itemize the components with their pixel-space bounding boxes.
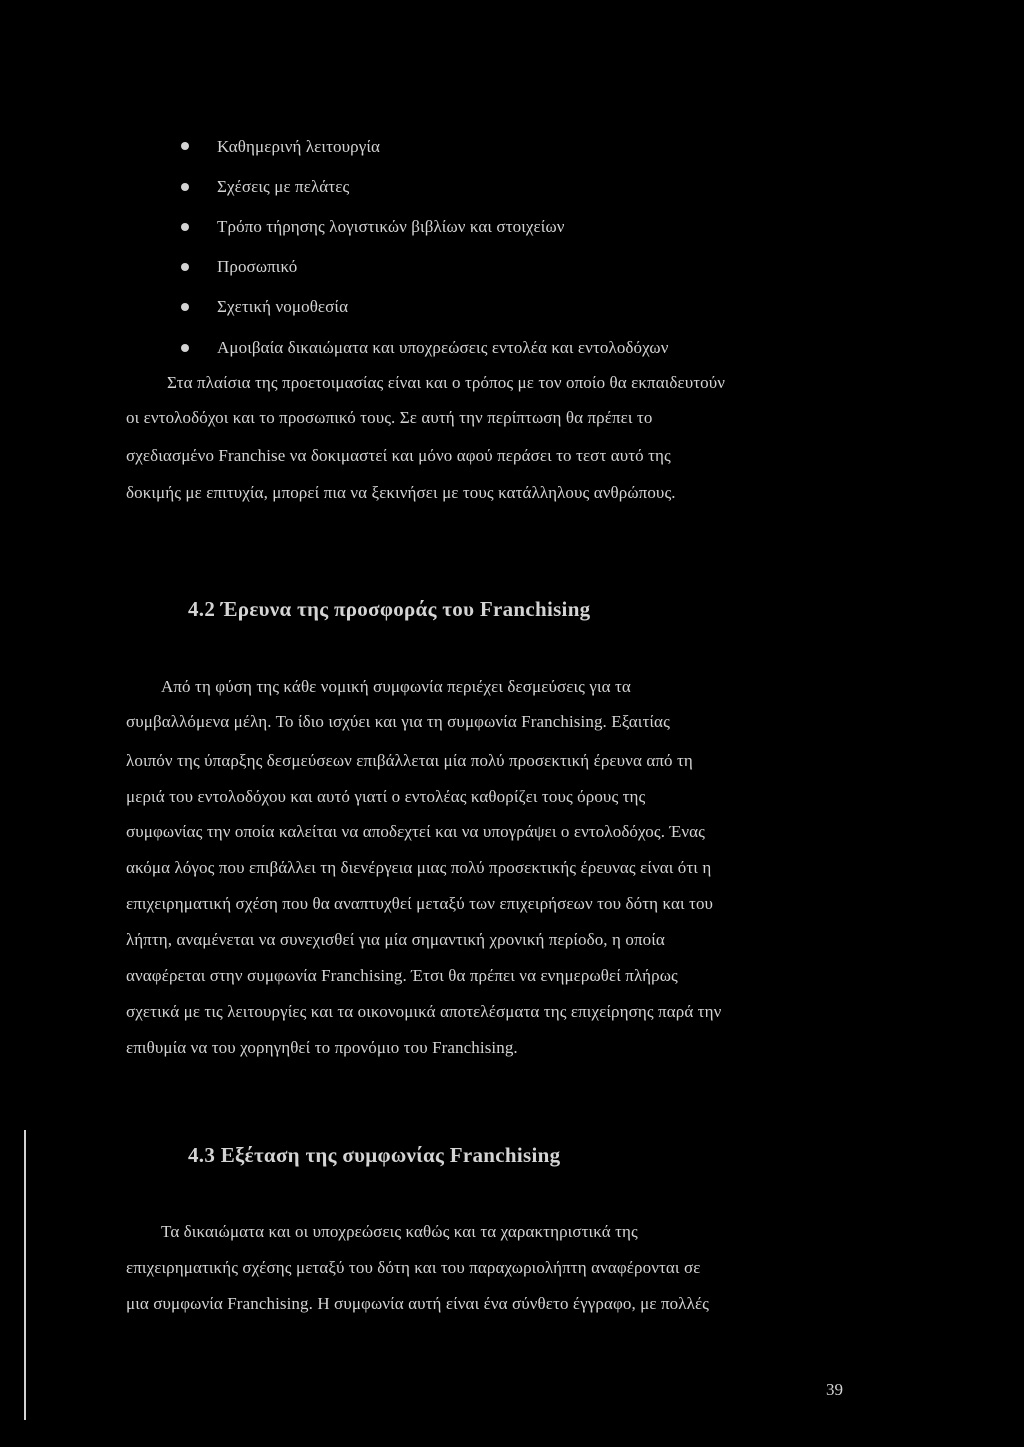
section-heading-4-2: 4.2 Έρευνα της προσφοράς του Franchising <box>188 597 591 621</box>
paragraph-line: επιθυμία να του χορηγηθεί το προνόμιο του Franchising. <box>126 1038 518 1057</box>
paragraph-line: μεριά του εντολοδόχου και αυτό γιατί ο εντολέας καθορίζει τους όρους της <box>126 787 646 806</box>
paragraph-line: συμβαλλόμενα μέλη. Το ίδιο ισχύει και για τη συμφωνία Franchising. Εξαιτίας <box>126 712 670 731</box>
paragraph-line: επιχειρηματική σχέση που θα αναπτυχθεί μεταξύ των επιχειρήσεων του δότη και του <box>126 894 714 913</box>
section-heading-4-3: 4.3 Εξέταση της συμφωνίας Franchising <box>188 1143 561 1167</box>
bullet-item: Προσωπικό <box>217 257 298 276</box>
paragraph-line: λοιπόν της ύπαρξης δεσμεύσεων επιβάλλεται μία πολύ προσεκτική έρευνα από τη <box>126 751 693 770</box>
bullet-icon <box>181 263 189 271</box>
bullet-icon <box>181 344 189 352</box>
margin-rule <box>24 1130 26 1420</box>
bullet-icon <box>181 183 189 191</box>
paragraph-line: αναφέρεται στην συμφωνία Franchising. Έτσι θα πρέπει να ενημερωθεί πλήρως <box>126 966 678 985</box>
paragraph-line: επιχειρηματικής σχέσης μεταξύ του δότη και του παραχωριολήπτη αναφέρονται σε <box>126 1258 701 1277</box>
bullet-icon <box>181 223 189 231</box>
bullet-icon <box>181 303 189 311</box>
paragraph-line: Τα δικαιώματα και οι υποχρεώσεις καθώς και τα χαρακτηριστικά της <box>161 1222 638 1241</box>
bullet-item: Καθημερινή λειτουργία <box>217 137 381 156</box>
paragraph-line: μια συμφωνία Franchising. Η συμφωνία αυτή είναι ένα σύνθετο έγγραφο, με πολλές <box>126 1294 710 1313</box>
paragraph-line: οι εντολοδόχοι και το προσωπικό τους. Σε αυτή την περίπτωση θα πρέπει το <box>126 408 653 427</box>
paragraph-line: δοκιμής με επιτυχία, μπορεί πια να ξεκινήσει με τους κατάλληλους ανθρώπους. <box>126 483 676 502</box>
page-number: 39 <box>826 1380 843 1399</box>
bullet-item: Σχέσεις με πελάτες <box>217 177 350 196</box>
paragraph-line: σχεδιασμένο Franchise να δοκιμαστεί και μόνο αφού περάσει το τεστ αυτό της <box>126 446 671 465</box>
bullet-item: Αμοιβαία δικαιώματα και υποχρεώσεις εντολέα και εντολοδόχων <box>217 338 669 357</box>
paragraph-line: ακόμα λόγος που επιβάλλει τη διενέργεια μιας πολύ προσεκτικής έρευνας είναι ότι η <box>126 858 712 877</box>
paragraph-line: σχετικά με τις λειτουργίες και τα οικονομικά αποτελέσματα της επιχείρησης παρά την <box>126 1002 722 1021</box>
paragraph-line: συμφωνίας την οποία καλείται να αποδεχτεί και να υπογράψει ο εντολοδόχος. Ένας <box>126 822 705 841</box>
bullet-item: Σχετική νομοθεσία <box>217 297 349 316</box>
paragraph-line: λήπτη, αναμένεται να συνεχισθεί για μία σημαντική χρονική περίοδο, η οποία <box>126 930 665 949</box>
paragraph-line: Από τη φύση της κάθε νομική συμφωνία περιέχει δεσμεύσεις για τα <box>161 677 631 696</box>
bullet-item: Τρόπο τήρησης λογιστικών βιβλίων και στοιχείων <box>217 217 565 236</box>
paragraph-line: Στα πλαίσια της προετοιμασίας είναι και ο τρόπος με τον οποίο θα εκπαιδευτούν <box>167 373 726 392</box>
bullet-icon <box>181 142 189 150</box>
